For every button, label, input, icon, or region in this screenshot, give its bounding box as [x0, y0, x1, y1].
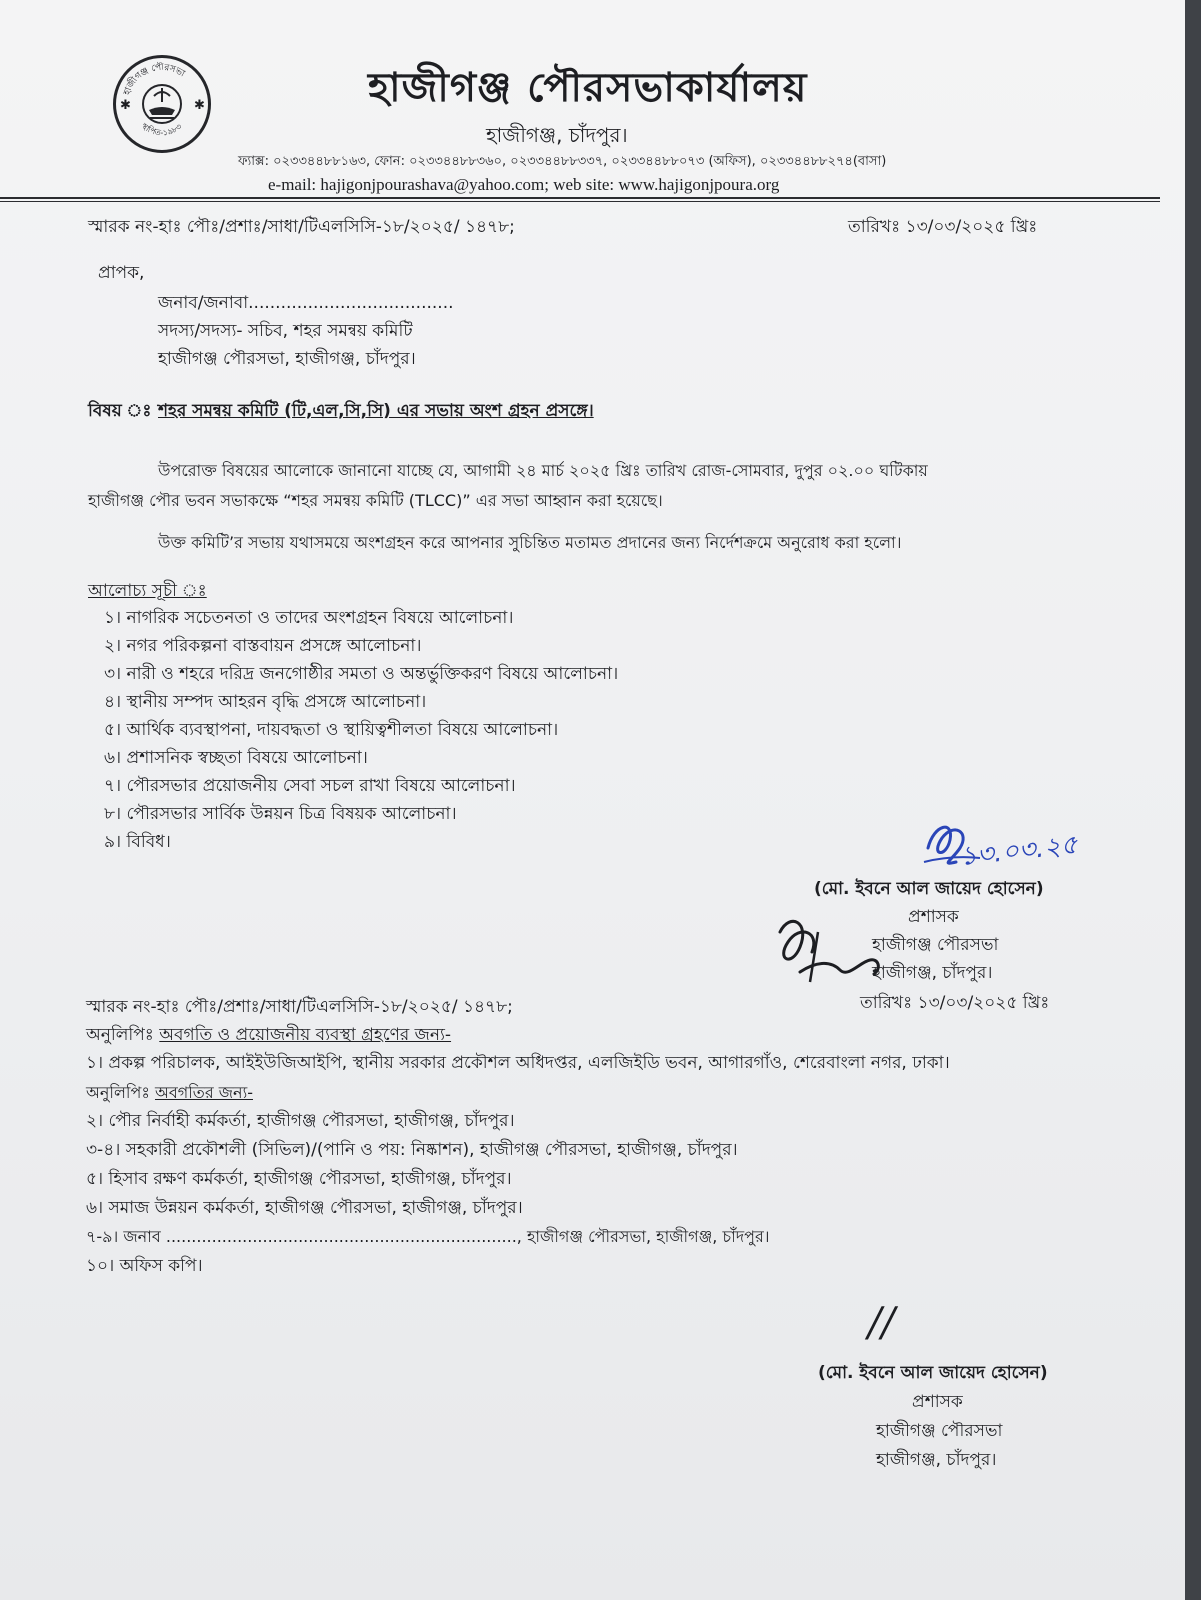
agenda-item: ৯। বিবিধ। — [104, 832, 171, 852]
body-paragraph-line: হাজীগঞ্জ পৌর ভবন সভাকক্ষে “শহর সমন্বয় কমিটি (TLCC)” এর সভা আহ্বান করা হয়েছে। — [88, 491, 663, 510]
copy-item: ১। প্রকল্প পরিচালক, আইইউজিআইপি, স্থানীয় সরকার প্রকৌশল অধিদপ্তর, এলজিইডি ভবন, আগারগাঁও, শেরেবাংলা নগর, ঢাকা। — [86, 1053, 950, 1073]
copy-label-text: অবগতি ও প্রয়োজনীয় ব্যবস্থা গ্রহণের জন্য- — [159, 1025, 452, 1045]
signatory-designation: প্রশাসক — [908, 907, 959, 927]
agenda-item: ৫। আর্থিক ব্যবস্থাপনা, দায়বদ্ধতা ও স্থায়িত্বশীলতা বিষয়ে আলোচনা। — [104, 720, 559, 740]
star-icon: ✱ — [120, 98, 131, 113]
copy-item: ৩-৪। সহকারী প্রকৌশলী (সিভিল)/(পানি ও পয়: নিষ্কাশন), হাজীগঞ্জ পৌরসভা, হাজীগঞ্জ, চাঁদপুর। — [86, 1140, 738, 1160]
recipient-line: জনাব/জনাবা...................................... — [158, 293, 454, 313]
signatory-location: হাজীগঞ্জ, চাঁদপুর। — [876, 1450, 997, 1470]
agenda-item: ৭। পৌরসভার প্রয়োজনীয় সেবা সচল রাখা বিষয়ে আলোচনা। — [104, 776, 516, 796]
email-website: e-mail: hajigonjpourashava@yahoo.com; web site: www.hajigonjpoura.org — [268, 175, 780, 194]
copy-memo-number: স্মারক নং-হাঃ পৌঃ/প্রশাঃ/সাধা/টিএলসিসি-১৮/২০২৫/ ১৪৭৮; — [86, 997, 513, 1017]
copy-action-label — [86, 1022, 451, 1050]
copy-item: ২। পৌর নির্বাহী কর্মকর্তা, হাজীগঞ্জ পৌরসভা, হাজীগঞ্জ, চাঁদপুর। — [86, 1111, 515, 1131]
recipient-line: সদস্য/সদস্য- সচিব, শহর সমন্বয় কমিটি — [158, 321, 413, 341]
handwritten-signature-black — [770, 912, 890, 992]
office-title: হাজীগঞ্জ পৌরসভাকার্যালয় — [368, 64, 808, 111]
star-icon: ✱ — [194, 98, 205, 113]
copy-info-label — [86, 1080, 253, 1107]
copy-label-prefix: অনুলিপিঃ — [86, 1025, 154, 1045]
copy-item: ৫। হিসাব রক্ষণ কর্মকর্তা, হাজীগঞ্জ পৌরসভা, হাজীগঞ্জ, চাঁদপুর। — [86, 1169, 512, 1189]
signatory-office: হাজীগঞ্জ পৌরসভা — [872, 935, 999, 955]
agenda-item: ১। নাগরিক সচেতনতা ও তাদের অংশগ্রহন বিষয়ে আলোচনা। — [104, 608, 514, 628]
signatory-location: হাজীগঞ্জ, চাঁদপুর। — [872, 963, 993, 983]
copy-memo-date: তারিখঃ ১৩/০৩/২০২৫ খ্রিঃ — [860, 993, 1050, 1013]
agenda-item: ৪। স্থানীয় সম্পদ আহরন বৃদ্ধি প্রসঙ্গে আলোচনা। — [104, 692, 427, 712]
signatory-name: (মো. ইবনে আল জায়েদ হোসেন) — [818, 1363, 1048, 1383]
memo-date: তারিখঃ ১৩/০৩/২০২৫ খ্রিঃ — [848, 217, 1038, 237]
handwritten-date: ১৩.০৩.২৫ — [958, 829, 1080, 873]
copy-label-prefix: অনুলিপিঃ — [86, 1083, 150, 1102]
body-paragraph: উক্ত কমিটি’র সভায় যথাসময়ে অংশগ্রহন করে আপনার সুচিন্তিত মতামত প্রদানের জন্য নির্দেশক্রমে অনুরোধ করা হলো। — [158, 533, 902, 552]
svg-text:হাজীগঞ্জ পৌরসভা: হাজীগঞ্জ পৌরসভা — [122, 62, 187, 97]
recipient-line: হাজীগঞ্জ পৌরসভা, হাজীগঞ্জ, চাঁদপুর। — [158, 349, 416, 369]
copy-item: ৭-৯। জনাব ....................................................................., হাজীগঞ্জ পৌরসভা, হাজীগঞ্জ, চাঁদপুর। — [86, 1227, 770, 1246]
header-divider — [0, 197, 1160, 199]
agenda-item: ২। নগর পরিকল্পনা বাস্তবায়ন প্রসঙ্গে আলোচনা। — [104, 636, 422, 656]
subject-label: বিষয় ঃ — [88, 401, 152, 421]
signatory-office: হাজীগঞ্জ পৌরসভা — [876, 1421, 1003, 1441]
contact-numbers: ফ্যাক্স: ০২৩৩৪৪৮৮১৬৩, ফোন: ০২৩৩৪৪৮৮৩৬০, ০২৩৩৪৪৮৮৩৩৭, ০২৩৩৪৪৮৮০৭৩ (অফিস), ০২৩৩৪৪৮৮২৭৪(বাসা) — [238, 154, 887, 169]
page-edge-shadow — [1185, 0, 1201, 1600]
municipality-seal — [113, 55, 211, 153]
agenda-item: ৬। প্রশাসনিক স্বচ্ছতা বিষয়ে আলোচনা। — [104, 748, 368, 768]
office-location: হাজীগঞ্জ, চাঁদপুর। — [486, 123, 628, 147]
agenda-title: আলোচ্য সূচী ঃ — [88, 581, 207, 601]
agenda-item: ৮। পৌরসভার সার্বিক উন্নয়ন চিত্র বিষয়ক আলোচনা। — [104, 804, 457, 824]
copy-label-text: অবগতির জন্য- — [154, 1083, 253, 1102]
agenda-item: ৩। নারী ও শহরে দরিদ্র জনগোষ্ঠীর সমতা ও অন্তর্ভুক্তিকরণ বিষয়ে আলোচনা। — [104, 664, 619, 684]
subject-text: শহর সমন্বয় কমিটি (টি,এল,সি,সি) এর সভায় অংশ গ্রহন প্রসঙ্গে। — [158, 401, 594, 421]
copy-item: ১০। অফিস কপি। — [86, 1256, 203, 1276]
signatory-name: (মো. ইবনে আল জায়েদ হোসেন) — [814, 879, 1044, 899]
signed-mark: // — [868, 1300, 895, 1346]
recipient-label: প্রাপক, — [98, 263, 145, 283]
copy-item: ৬। সমাজ উন্নয়ন কর্মকর্তা, হাজীগঞ্জ পৌরসভা, হাজীগঞ্জ, চাঁদপুর। — [86, 1198, 523, 1218]
svg-text:স্থাপিত-১৯৮৩: স্থাপিত-১৯৮৩ — [139, 121, 184, 138]
signatory-designation: প্রশাসক — [912, 1392, 963, 1412]
memo-number: স্মারক নং-হাঃ পৌঃ/প্রশাঃ/সাধা/টিএলসিসি-১৮/২০২৫/ ১৪৭৮; — [88, 217, 515, 237]
header-divider-thin — [0, 201, 1160, 202]
body-paragraph-line: উপরোক্ত বিষয়ের আলোকে জানানো যাচ্ছে যে, আগামী ২৪ মার্চ ২০২৫ খ্রিঃ তারিখ রোজ-সোমবার, দুপুর ০২.০০ ঘটিকায় — [158, 461, 928, 480]
